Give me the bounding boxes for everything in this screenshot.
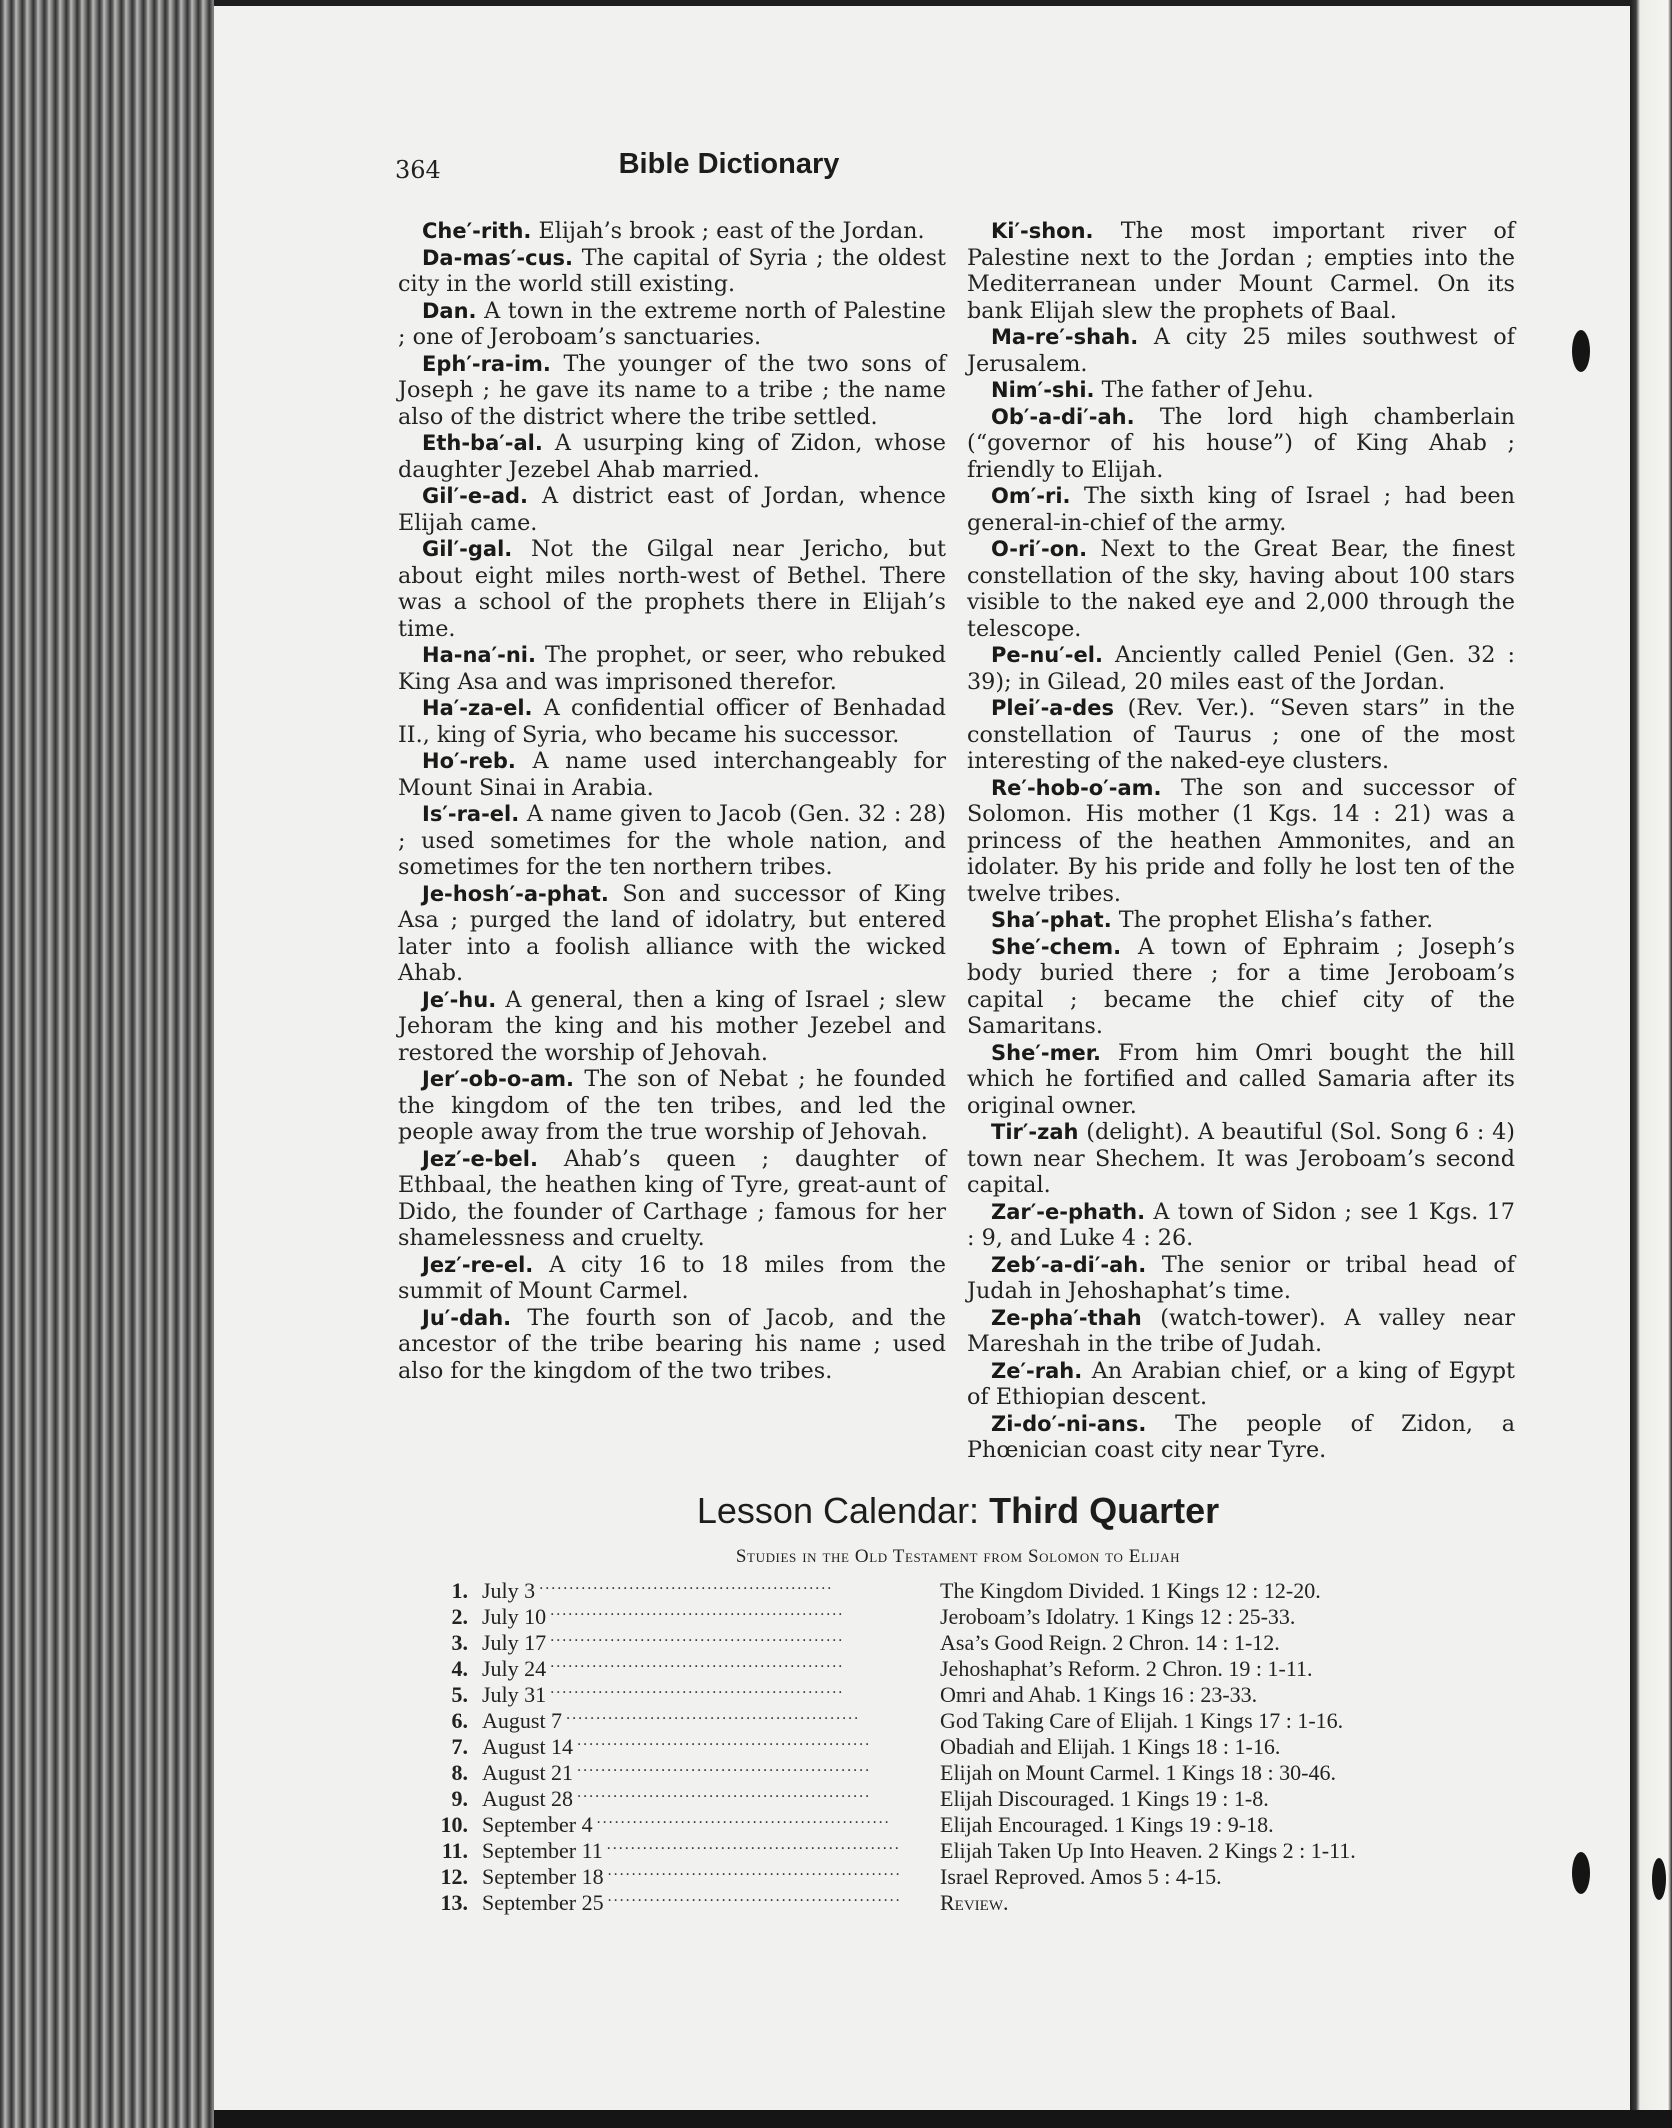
entry-definition: The father of Jehu. (1101, 377, 1314, 403)
entry-term: Ho′-reb. (422, 749, 516, 773)
dictionary-entry (967, 1199, 1515, 1252)
entry-term: Ze′-rah. (991, 1358, 1083, 1383)
entry-definition: A town of Sidon ; see 1 Kgs. 17 : 9, and Luke 4 : 26. (967, 1198, 1515, 1251)
entry-term: Jez′-e-bel. (422, 1146, 538, 1171)
lesson-row (420, 1576, 1530, 1602)
entry-term: Je′-hu. (422, 987, 497, 1012)
punch-hole-edge (1652, 1858, 1666, 1900)
dot-leader (573, 1732, 940, 1754)
lesson-date: July 10 (482, 1604, 547, 1629)
entry-definition: The prophet, or seer, who rebuked King Asa and was imprisoned therefor. (398, 642, 946, 695)
lesson-number: 3. (451, 1630, 468, 1655)
lesson-row (420, 1654, 1530, 1680)
dot-leader (562, 1706, 940, 1728)
entry-term: Pe-nu′-el. (991, 643, 1103, 667)
entry-definition: The fourth son of Jacob, and the ancestor of the tribe bearing his name ; used also for the kingdom of the two tribes. (398, 1304, 946, 1384)
entry-definition: A town in the extreme north of Palestine ; one of Jeroboam’s sanctuaries. (398, 297, 946, 350)
entry-definition: Not the Gilgal near Jericho, but about eight miles north-west of Bethel. There was a school of the prophets there in Elijah’s time. (398, 536, 946, 642)
lesson-topic: Omri and Ahab. 1 Kings 16 : 23-33. (940, 1682, 1258, 1707)
dictionary-entry (398, 218, 946, 245)
lesson-number: 10. (440, 1812, 468, 1837)
lesson-row (420, 1888, 1530, 1914)
entry-term: Je-hosh′-a-phat. (422, 881, 609, 906)
entry-definition: From him Omri bought the hill which he fortified and called Samaria after its original owner. (967, 1039, 1515, 1119)
dictionary-entry (398, 483, 946, 536)
entry-term: Is′-ra-el. (422, 802, 520, 826)
dictionary-entry (398, 1252, 946, 1305)
dictionary-entry (967, 775, 1515, 908)
lesson-row (420, 1732, 1530, 1758)
lesson-date: July 31 (482, 1682, 547, 1707)
dot-leader (603, 1836, 940, 1858)
lesson-date: August 21 (482, 1760, 574, 1785)
dot-leader (535, 1576, 940, 1598)
entry-definition: Son and successor of King Asa ; purged the land of idolatry, but entered later into a foolish alliance with the wicked Ahab. (398, 880, 947, 986)
lesson-topic: God Taking Care of Elijah. 1 Kings 17 : 1-16. (940, 1708, 1344, 1733)
entry-definition: The son of Nebat ; he founded the kingdom of the ten tribes, and led the people away from the true worship of Jehovah. (398, 1066, 947, 1145)
entry-term: Jer′-ob-o-am. (422, 1067, 575, 1091)
dictionary-entry (398, 1305, 946, 1385)
dot-leader (604, 1888, 940, 1910)
dictionary-entry (398, 695, 946, 748)
entry-term: Zar′-e-phath. (991, 1199, 1146, 1224)
dictionary-entry (967, 695, 1515, 775)
lesson-list (420, 1576, 1530, 1914)
punch-hole-lower (1572, 1852, 1590, 1894)
lesson-date: August 28 (482, 1786, 574, 1811)
dictionary-entry (967, 1252, 1515, 1305)
entry-definition: Anciently called Peniel (Gen. 32 : 39); in Gilead, 20 miles east of the Jordan. (967, 642, 1515, 695)
entry-definition: A usurping king of Zidon, whose daughter Jezebel Ahab married. (398, 430, 947, 483)
entry-term: Sha′-phat. (991, 908, 1112, 932)
lesson-date: July 3 (482, 1578, 536, 1603)
entry-definition: The son and successor of Solomon. His mother (1 Kgs. 14 : 21) was a princess of the heathen Ammonites, and an idolater. By his pride and folly he lost ten of the twelve tribes. (967, 774, 1516, 907)
lesson-number: 12. (440, 1864, 468, 1889)
lesson-topic: Elijah Discouraged. 1 Kings 19 : 1-8. (940, 1786, 1269, 1811)
dot-leader (573, 1758, 940, 1780)
entry-term: Ki′-shon. (991, 219, 1094, 243)
dictionary-entry (398, 987, 946, 1067)
running-head (395, 148, 1063, 188)
dictionary-entry (398, 298, 946, 351)
lesson-date: September 25 (482, 1890, 604, 1915)
lesson-number: 8. (451, 1760, 468, 1785)
entry-definition: The sixth king of Israel ; had been general-in-chief of the army. (967, 483, 1515, 536)
dictionary-entry (398, 1066, 946, 1146)
dictionary-entry (967, 1119, 1515, 1199)
dictionary-entry (967, 907, 1515, 934)
dot-leader (604, 1862, 940, 1884)
lesson-number: 5. (451, 1682, 468, 1707)
entry-term: O-ri′-on. (991, 537, 1088, 561)
dictionary-entry (398, 536, 946, 642)
entry-term: She′-mer. (991, 1040, 1102, 1065)
lesson-number: 11. (441, 1838, 468, 1863)
entry-definition: A city 16 to 18 miles from the summit of Mount Carmel. (398, 1251, 946, 1304)
dictionary-entry (967, 218, 1515, 324)
lesson-date: September 18 (482, 1864, 604, 1889)
bottom-shadow (214, 2110, 1672, 2128)
lesson-topic: Review. (940, 1890, 1009, 1915)
lesson-number: 1. (451, 1578, 468, 1603)
entry-definition: Elijah’s brook ; east of the Jordan. (538, 218, 925, 244)
dictionary-entry (967, 934, 1515, 1040)
lesson-row (420, 1810, 1530, 1836)
lesson-topic: Jehoshaphat’s Reform. 2 Chron. 19 : 1-11. (940, 1656, 1313, 1681)
entry-term: She′-chem. (991, 934, 1122, 959)
entry-definition: (delight). A beautiful (Sol. Song 6 : 4) town near Shechem. It was Jeroboam’s second capital. (967, 1119, 1515, 1198)
lesson-topic: Israel Reproved. Amos 5 : 4-15. (940, 1864, 1222, 1889)
calendar-subtitle: Studies in the Old Testament from Solomon to Elijah (735, 1546, 1181, 1567)
entry-term: Om′-ri. (991, 484, 1071, 508)
dictionary-column-left (398, 218, 946, 1384)
right-page-edge (1630, 0, 1672, 2128)
entry-definition: A name used interchangeably for Mount Sinai in Arabia. (398, 748, 946, 801)
lesson-row (420, 1602, 1530, 1628)
lesson-row (420, 1680, 1530, 1706)
lesson-row (420, 1836, 1530, 1862)
lesson-number: 7. (451, 1734, 468, 1759)
dictionary-entry (398, 351, 946, 431)
entry-term: Dan. (422, 298, 477, 323)
entry-term: Plei′-a-des (991, 696, 1114, 720)
calendar-title-quarter: Third Quarter (989, 1490, 1220, 1531)
dictionary-entry (398, 642, 946, 695)
entry-term: Zeb′-a-di′-ah. (991, 1252, 1147, 1277)
dictionary-entry (967, 1305, 1515, 1358)
entry-term: Jez′-re-el. (422, 1252, 534, 1277)
entry-definition: A town of Ephraim ; Joseph’s body buried there ; for a time Jeroboam’s capital ; became the chief city of the Samaritans. (967, 933, 1515, 1039)
lesson-topic: Asa’s Good Reign. 2 Chron. 14 : 1-12. (940, 1630, 1280, 1655)
entry-definition: A name given to Jacob (Gen. 32 : 28) ; used sometimes for the whole nation, and sometimes for the ten northern tribes. (398, 801, 946, 880)
dictionary-column-right (967, 218, 1515, 1464)
lesson-row (420, 1628, 1530, 1654)
dot-leader (546, 1680, 940, 1702)
dictionary-entry (967, 1411, 1515, 1464)
dictionary-entry (967, 1358, 1515, 1411)
dictionary-entry (398, 245, 946, 298)
lesson-date: August 7 (482, 1708, 563, 1733)
dictionary-entry (398, 748, 946, 801)
entry-term: Eth-ba′-al. (422, 431, 543, 455)
dictionary-entry (398, 430, 946, 483)
dictionary-entry (967, 377, 1515, 404)
entry-definition: The most important river of Palestine next to the Jordan ; empties into the Mediterranean under Mount Carmel. On its bank Elijah slew the prophets of Baal. (967, 218, 1516, 324)
lesson-topic: Jeroboam’s Idolatry. 1 Kings 12 : 25-33. (940, 1604, 1296, 1629)
lesson-number: 2. (451, 1604, 468, 1629)
calendar-title (398, 1490, 1518, 1532)
lesson-number: 4. (451, 1656, 468, 1681)
lesson-number: 13. (440, 1890, 468, 1915)
calendar-title-main: Lesson Calendar: (696, 1490, 980, 1531)
entry-term: Eph′-ra-im. (422, 351, 551, 376)
lesson-row (420, 1784, 1530, 1810)
lesson-topic: Elijah on Mount Carmel. 1 Kings 18 : 30-46. (940, 1760, 1336, 1785)
entry-definition: A confidential officer of Benhadad II., king of Syria, who became his successor. (398, 695, 946, 748)
entry-definition: Ahab’s queen ; daughter of Ethbaal, the heathen king of Tyre, great-aunt of Dido, the founder of Carthage ; famous for her shamelessness and cruelty. (398, 1145, 947, 1251)
top-shadow (214, 0, 1630, 6)
lesson-number: 9. (451, 1786, 468, 1811)
dictionary-entry (967, 536, 1515, 642)
entry-definition: A city 25 miles southwest of Jerusalem. (967, 324, 1515, 377)
lesson-row (420, 1862, 1530, 1888)
page-title: Bible Dictionary (618, 148, 840, 180)
dictionary-entry (967, 324, 1515, 377)
entry-term: Ha-na′-ni. (422, 643, 536, 667)
entry-term: Ha′-za-el. (422, 696, 533, 720)
punch-hole-upper (1572, 330, 1590, 372)
entry-definition: A district east of Jordan, whence Elijah came. (398, 483, 946, 536)
dictionary-entry (967, 483, 1515, 536)
entry-definition: The senior or tribal head of Judah in Jehoshaphat’s time. (967, 1251, 1515, 1304)
entry-definition: A general, then a king of Israel ; slew Jehoram the king and his mother Jezebel and restored the worship of Jehovah. (398, 986, 946, 1066)
entry-term: Ju′-dah. (422, 1305, 512, 1330)
lesson-date: September 11 (482, 1838, 603, 1863)
entry-definition: The capital of Syria ; the oldest city in the world still existing. (398, 244, 946, 297)
dictionary-entry (967, 404, 1515, 484)
lesson-number: 6. (451, 1708, 468, 1733)
entry-definition: The lord high chamberlain (“governor of his house”) of King Ahab ; friendly to Elijah. (967, 403, 1515, 483)
dictionary-entry (398, 1146, 946, 1252)
book-page-edges (0, 0, 230, 2128)
dictionary-entry (398, 881, 946, 987)
dictionary-entry (967, 1040, 1515, 1120)
entry-term: Gil′-gal. (422, 537, 513, 561)
dot-leader (546, 1602, 940, 1624)
entry-term: Re′-hob-o′-am. (991, 775, 1162, 800)
dot-leader (546, 1628, 940, 1650)
entry-term: Ze-pha′-thah (991, 1305, 1142, 1330)
entry-term: Ob′-a-di′-ah. (991, 404, 1135, 429)
lesson-row (420, 1758, 1530, 1784)
dot-leader (593, 1810, 940, 1832)
dot-leader (546, 1654, 940, 1676)
entry-term: Gil′-e-ad. (422, 484, 529, 508)
lesson-date: September 4 (482, 1812, 593, 1837)
lesson-date: July 24 (482, 1656, 547, 1681)
entry-definition: The people of Zidon, a Phœnician coast city near Tyre. (967, 1410, 1515, 1463)
entry-definition: (watch-tower). A valley near Mareshah in the tribe of Judah. (967, 1304, 1516, 1357)
dictionary-entry (967, 642, 1515, 695)
lesson-date: August 14 (482, 1734, 574, 1759)
entry-definition: Next to the Great Bear, the finest constellation of the sky, having about 100 stars visible to the naked eye and 2,000 through the telescope. (967, 536, 1515, 642)
entry-term: Ma-re′-shah. (991, 325, 1139, 349)
page-number: 364 (395, 156, 441, 184)
lesson-row (420, 1706, 1530, 1732)
entry-definition: The prophet Elisha’s father. (1118, 907, 1434, 933)
entry-definition: (Rev. Ver.). “Seven stars” in the constellation of Taurus ; one of the most interesting of the naked-eye clusters. (967, 695, 1516, 774)
dictionary-entry (398, 801, 946, 881)
lesson-topic: Elijah Encouraged. 1 Kings 19 : 9-18. (940, 1812, 1274, 1837)
entry-term: Da-mas′-cus. (422, 245, 573, 270)
entry-term: Tir′-zah (991, 1120, 1079, 1144)
dot-leader (573, 1784, 940, 1806)
entry-definition: The younger of the two sons of Joseph ; he gave its name to a tribe ; the name also of the district where the tribe settled. (398, 350, 946, 430)
entry-term: Nim′-shi. (991, 378, 1095, 402)
entry-definition: An Arabian chief, or a king of Egypt of Ethiopian descent. (967, 1357, 1515, 1410)
lesson-topic: The Kingdom Divided. 1 Kings 12 : 12-20. (940, 1578, 1321, 1603)
entry-term: Zi-do′-ni-ans. (991, 1411, 1147, 1436)
entry-term: Che′-rith. (422, 219, 532, 243)
lesson-topic: Obadiah and Elijah. 1 Kings 18 : 1-16. (940, 1734, 1281, 1759)
lesson-date: July 17 (482, 1630, 547, 1655)
lesson-topic: Elijah Taken Up Into Heaven. 2 Kings 2 : 1-11. (940, 1838, 1356, 1863)
